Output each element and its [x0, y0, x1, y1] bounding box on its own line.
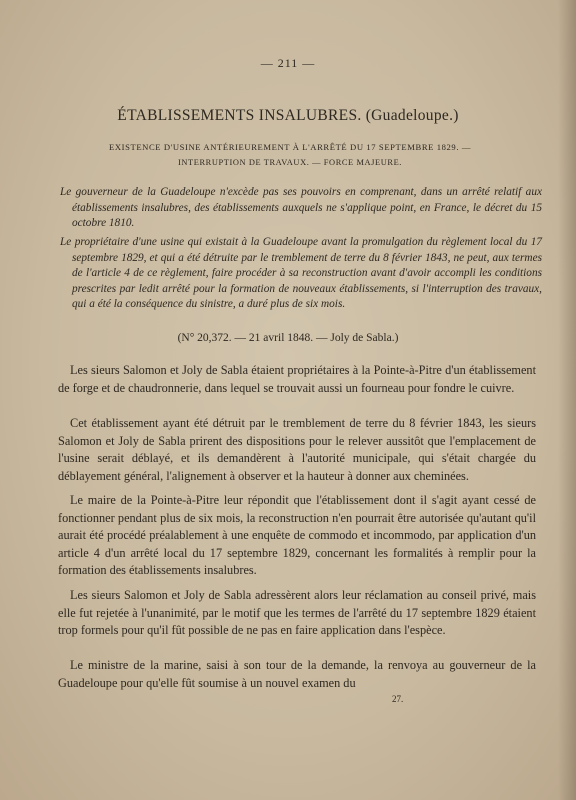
case-citation: (N° 20,372. — 21 avril 1848. — Joly de Sabla.) — [177, 332, 399, 344]
page-title: ÉTABLISSEMENTS INSALUBRES. (Guadeloupe.) — [117, 107, 459, 124]
body-paragraph-1: Les sieurs Salomon et Joly de Sabla étaient propriétaires à la Pointe-à-Pitre d'un établissement de forge et de chaudronnerie, dans lequel se trouvait aussi un fourneau pour fondre le cuivre. — [58, 363, 536, 395]
body-paragraph-5: Le ministre de la marine, saisi à son tour de la demande, la renvoya au gouverneur de la Guadeloupe pour qu'elle fût soumise à un nouvel examen du — [58, 658, 536, 690]
summary-paragraph-2: Le propriétaire d'une usine qui existait à la Guadeloupe avant la promulgation du règlement local du 17 septembre 1829, et qui a été détruite par le tremblement de terre du 8 février 1843, ne peut, aux termes de l'article 4 de ce règlement, faire procéder à sa reconstruction avant d'avoir accompli les conditions prescrites par ledit arrêté pour la formation de nouveaux établissements, si l'interruption des travaux, qui a été la conséquence du sinistre, a duré plus de six mois. — [60, 236, 542, 310]
body-paragraph-3: Le maire de la Pointe-à-Pitre leur répondit que l'établissement dont il s'agit ayant cessé de fonctionner pendant plus de six mois, la reconstruction n'en pourrait être autorisée qu'autant qu'il aurait été procédé préalablement à une enquête de commodo et incommodo, par application d'un article 4 d'un arrêté local du 17 septembre 1829, concernant les formalités à remplir pour la formation des établissements insalubres. — [58, 493, 536, 578]
signature-mark: 27. — [392, 694, 404, 704]
body-paragraph-2: Cet établissement ayant été détruit par le tremblement de terre du 8 février 1843, les sieurs Salomon et Joly de Sabla prirent des dispositions pour le relever aussitôt que l'emplacement de l'usine serait déblayé, et ils demandèrent à l'autorité municipale, qui s'était chargée du déblayement général, l'alignement à observer et la hauteur à donner aux cheminées. — [58, 416, 536, 483]
subheading-2: INTERRUPTION DE TRAVAUX. — FORCE MAJEURE. — [178, 158, 402, 167]
page-number: — 211 — — [260, 56, 316, 70]
summary-paragraph-1: Le gouverneur de la Guadeloupe n'excède pas ses pouvoirs en comprenant, dans un arrêté relatif aux établissements insalubres, des établissements auxquels ne s'applique point, en France, le décret du 15 octobre 1810. — [60, 186, 542, 229]
subheading-1: EXISTENCE D'USINE ANTÉRIEUREMENT À L'ARRÊTÉ DU 17 SEPTEMBRE 1829. — — [108, 142, 472, 152]
body-paragraph-4: Les sieurs Salomon et Joly de Sabla adressèrent alors leur réclamation au conseil privé, mais elle fut rejetée à l'unanimité, par le motif que les termes de l'arrêté du 17 septembre 1829 étaient trop formels pour qu'il fût possible de ne pas en faire application dans l'espèce. — [58, 588, 536, 638]
